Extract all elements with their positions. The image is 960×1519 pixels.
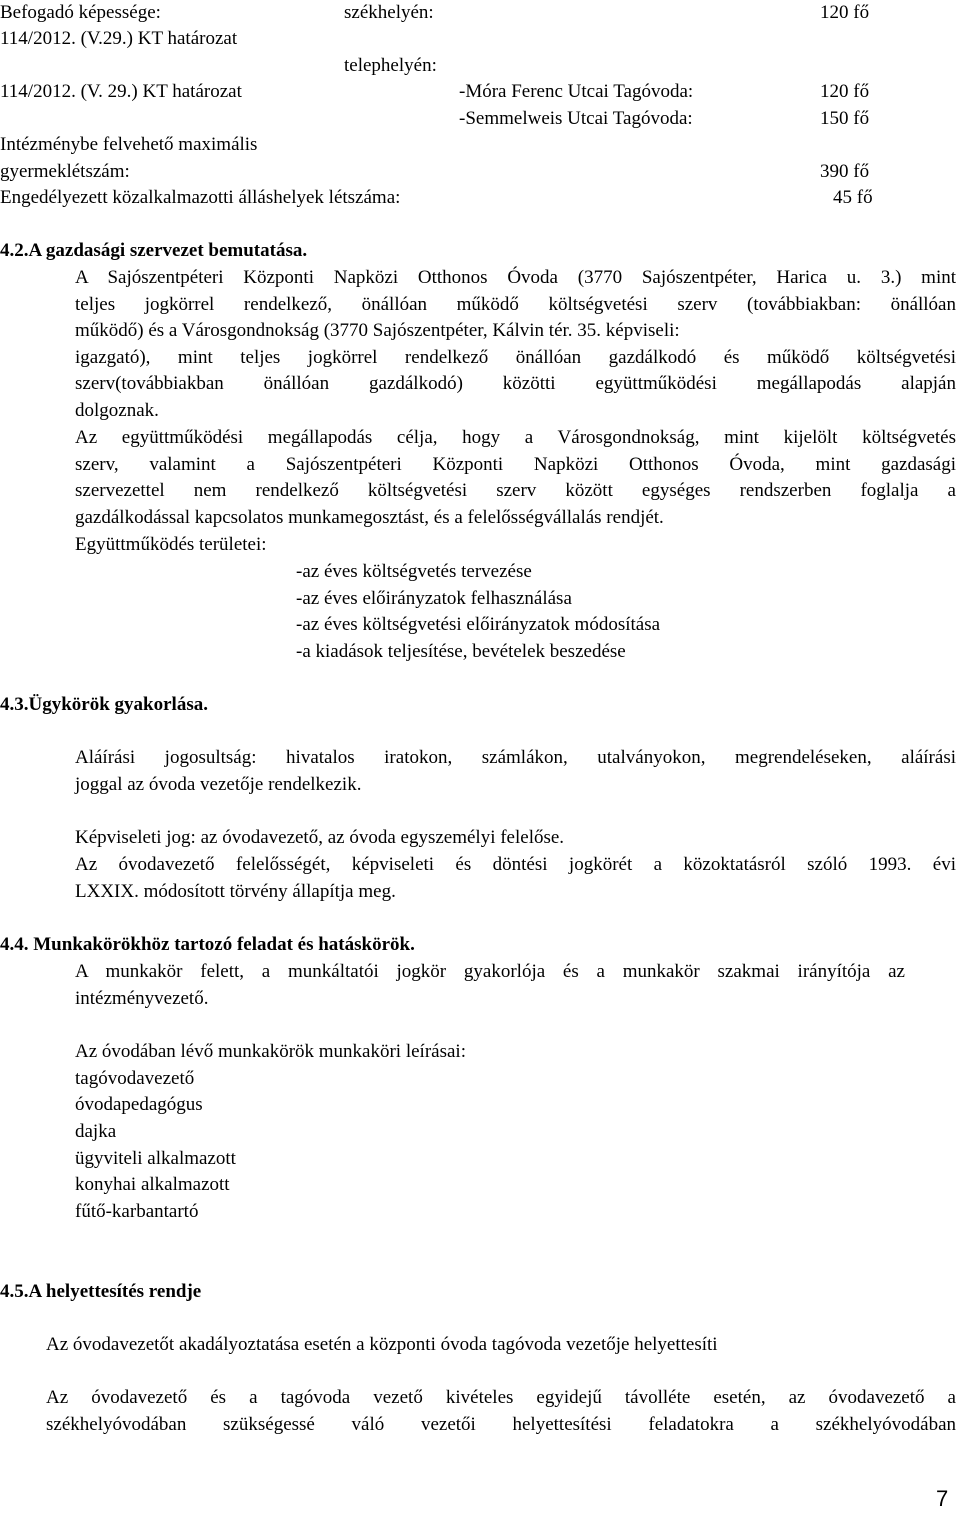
area-item: -az éves költségvetés tervezése [296, 561, 532, 582]
area-item: -az éves előirányzatok felhasználása [296, 588, 572, 609]
text-line: joggal az óvoda vezetője rendelkezik. [75, 773, 362, 795]
jobs-label: Az óvodában lévő munkakörök munkaköri leírásai: [75, 1041, 466, 1062]
text-line: Az óvodavezető felelősségét, képviseleti és döntési jogkörét a közoktatásról szóló 1993. évi [75, 854, 956, 875]
staff-value: 45 fő [833, 187, 873, 208]
max-label-1: Intézménybe felvehető maximális [0, 134, 258, 155]
substitution-paragraph-1: Az óvodavezetőt akadályoztatása esetén a központi óvoda tagóvoda vezetője helyettesíti [46, 1334, 718, 1355]
text-line: szerv(továbbiakban önállóan gazdálkodó) közötti együttműködési megállapodás alapján [75, 373, 956, 395]
text-line: LXXIX. módosított törvény állapítja meg. [75, 880, 396, 902]
responsibility-paragraph [75, 852, 956, 905]
seat-value: 120 fő [820, 2, 870, 23]
resolution-1: 114/2012. (V.29.) KT határozat [0, 28, 238, 49]
max-label-2: gyermeklétszám: [0, 161, 130, 182]
text-line: szervezettel nem rendelkező költségvetési szerv között egységes rendszerben foglalja a [75, 480, 956, 502]
text-line: A Sajószentpéteri Központi Napközi Otthonos Óvoda (3770 Sajószentpéter, Harica u. 3.) mint [75, 267, 956, 288]
area-item: -a kiadások teljesítése, bevételek beszedése [296, 641, 626, 662]
section-4-2-paragraph-2 [75, 425, 956, 531]
text-line: székhelyóvodában szükségessé váló vezetői helyettesítési feladatokra a székhelyóvodában [46, 1413, 956, 1435]
signing-paragraph [75, 745, 956, 798]
max-value: 390 fő [820, 161, 870, 182]
site-label: telephelyén: [344, 55, 437, 76]
job-item: ügyviteli alkalmazott [75, 1148, 236, 1169]
job-item: tagóvodavezető [75, 1068, 195, 1089]
site2-name: -Semmelweis Utcai Tagóvoda: [459, 108, 693, 129]
section-4-3-heading: 4.3.Ügykörök gyakorlása. [0, 694, 208, 715]
representation-text: Képviseleti jog: az óvodavezető, az óvoda egyszemélyi felelőse. [75, 827, 565, 848]
text-line: Az együttműködési megállapodás célja, hogy a Városgondnokság, mint kijelölt költségvetés [75, 427, 956, 448]
job-item: fűtő-karbantartó [75, 1201, 199, 1222]
employer-paragraph [75, 959, 905, 1012]
site1-name: -Móra Ferenc Utcai Tagóvoda: [459, 81, 694, 102]
text-line: A munkakör felett, a munkáltatói jogkör gyakorlója és a munkakör szakmai irányítója az [75, 961, 905, 982]
text-line: intézményvezető. [75, 987, 209, 1009]
text-line: teljes jogkörrel rendelkező, önállóan működő költségvetési szerv (továbbiakban: önállóan [75, 293, 956, 315]
text-line: Az óvodavezető és a tagóvoda vezető kivételes egyidejű távolléte esetén, az óvodavezető a [46, 1387, 956, 1408]
section-4-4-heading: 4.4. Munkakörökhöz tartozó feladat és hatáskörök. [0, 934, 415, 955]
text-line: dolgoznak. [75, 399, 159, 421]
section-4-2-paragraph-1 [75, 265, 956, 425]
resolution-2: 114/2012. (V. 29.) KT határozat [0, 81, 242, 102]
text-line: igazgató), mint teljes jogkörrel rendelkező önállóan gazdálkodó és működő költségvetési [75, 346, 956, 368]
site2-value: 150 fő [820, 108, 870, 129]
job-item: dajka [75, 1121, 117, 1142]
site1-value: 120 fő [820, 81, 870, 102]
page-number: 7 [936, 1486, 949, 1511]
capacity-label: Befogadó képessége: [0, 2, 161, 23]
section-4-2-heading: 4.2.A gazdasági szervezet bemutatása. [0, 240, 308, 261]
substitution-paragraph-2 [46, 1385, 956, 1438]
areas-label: Együttműködés területei: [75, 534, 267, 555]
text-line: működő) és a Városgondnokság (3770 Sajószentpéter, Kálvin tér. 35. képviseli: [75, 320, 680, 342]
section-4-5-heading: 4.5.A helyettesítés rendje [0, 1281, 202, 1302]
staff-label: Engedélyezett közalkalmazotti álláshelyek létszáma: [0, 187, 401, 208]
text-line: szerv, valamint a Sajószentpéteri Központi Napközi Otthonos Óvoda, mint gazdasági [75, 453, 956, 475]
text-line: Aláírási jogosultság: hivatalos iratokon, számlákon, utalványokon, megrendeléseken, aláírási [75, 747, 956, 768]
seat-label: székhelyén: [344, 2, 434, 23]
area-item: -az éves költségvetési előirányzatok módosítása [296, 614, 661, 635]
job-item: óvodapedagógus [75, 1094, 203, 1115]
text-line: gazdálkodással kapcsolatos munkamegosztást, és a felelősségvállalás rendjét. [75, 506, 664, 528]
job-item: konyhai alkalmazott [75, 1174, 230, 1195]
